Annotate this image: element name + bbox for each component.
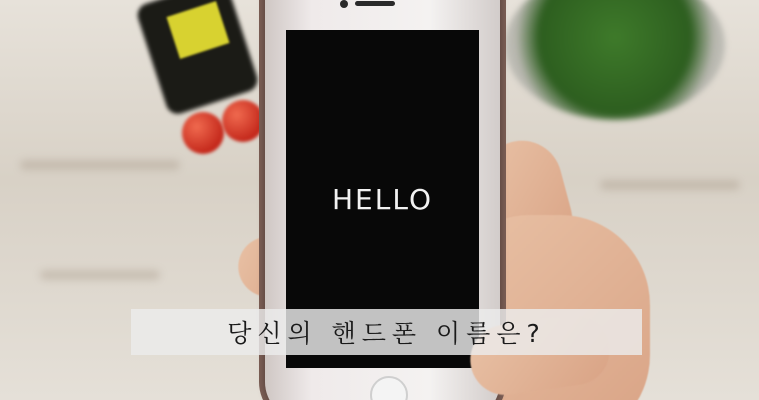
caption-bar — [131, 309, 642, 355]
tomato — [182, 112, 224, 154]
wood-grain — [40, 270, 160, 280]
tomato — [222, 100, 264, 142]
wood-grain — [20, 160, 180, 170]
caption-text: 당신의 핸드폰 이름은? — [227, 319, 546, 348]
wood-grain — [600, 180, 740, 190]
screen-text: HELLO — [332, 182, 433, 216]
salad-bowl — [505, 0, 725, 120]
front-camera — [340, 0, 348, 8]
earpiece — [355, 1, 395, 6]
